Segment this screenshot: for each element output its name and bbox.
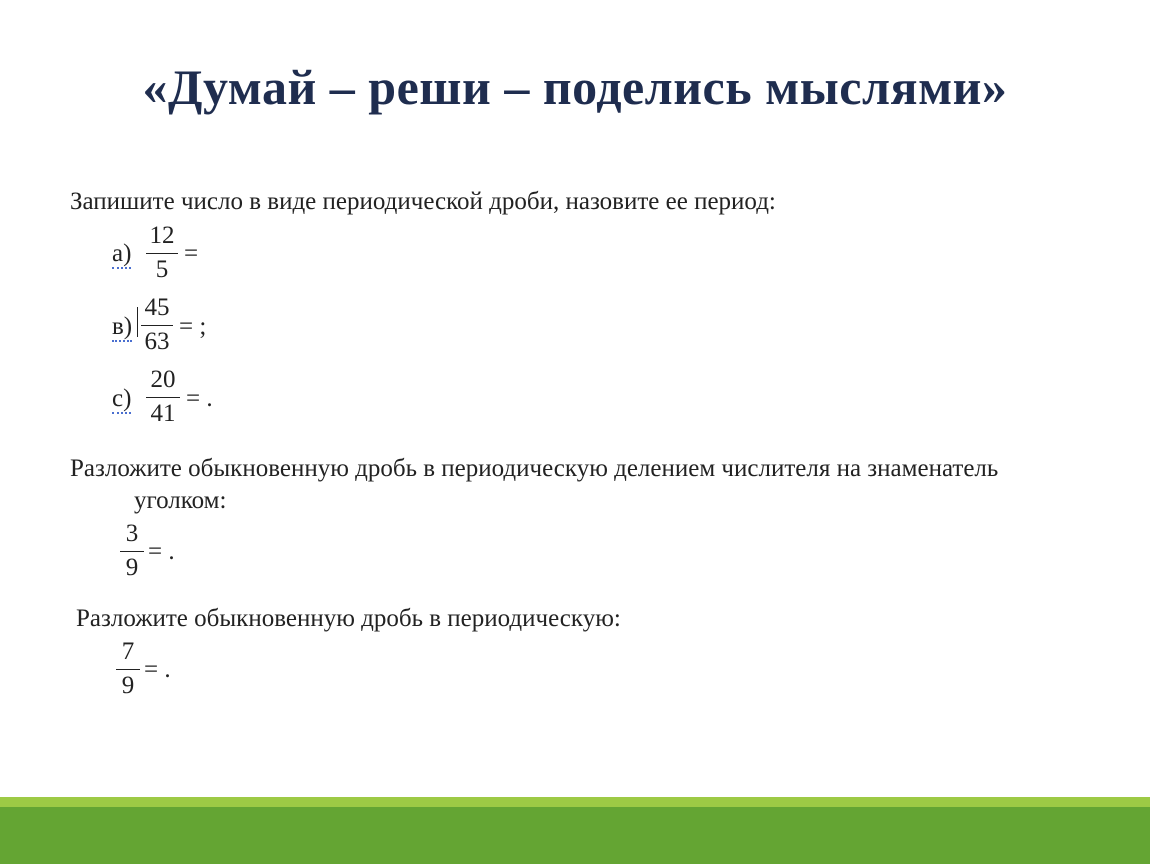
fraction-task3-denominator: 9 bbox=[121, 672, 135, 699]
item-c-tail: = . bbox=[186, 385, 213, 412]
fraction-b-denominator: 63 bbox=[144, 328, 170, 355]
slide-title: «Думай – реши – поделись мыслями» bbox=[142, 59, 1008, 115]
fraction-c-bar bbox=[146, 397, 180, 398]
task2-tail: = . bbox=[148, 538, 175, 565]
task3-tail: = . bbox=[144, 656, 171, 683]
task2-instruction-line2: уголком: bbox=[134, 487, 227, 514]
fraction-task3 bbox=[116, 638, 140, 700]
text-cursor bbox=[137, 307, 138, 337]
item-a-label: а) bbox=[112, 240, 132, 267]
footer-stripe-dark bbox=[0, 807, 1150, 864]
item-b-tail: = ; bbox=[179, 313, 207, 340]
fraction-c bbox=[146, 366, 180, 428]
fraction-task3-numerator: 7 bbox=[121, 638, 135, 665]
fraction-task2 bbox=[120, 520, 144, 582]
task3-instruction: Разложите обыкновенную дробь в периодическую: bbox=[76, 605, 621, 632]
item-c-label: с) bbox=[112, 385, 132, 412]
footer-stripe-light bbox=[0, 797, 1150, 807]
fraction-c-denominator: 41 bbox=[150, 400, 176, 427]
fraction-c-numerator: 20 bbox=[150, 366, 176, 393]
task1-instruction: Запишите число в виде периодической дроби, назовите ее период: bbox=[70, 188, 776, 215]
fraction-a-numerator: 12 bbox=[149, 222, 175, 249]
fraction-task3-bar bbox=[116, 669, 140, 670]
fraction-b bbox=[141, 294, 173, 356]
fraction-a bbox=[146, 222, 178, 284]
fraction-a-bar bbox=[146, 253, 178, 254]
fraction-b-bar bbox=[141, 325, 173, 326]
item-b-label: в) bbox=[112, 313, 133, 340]
fraction-task2-bar bbox=[120, 551, 144, 552]
item-a-tail: = bbox=[184, 240, 199, 267]
fraction-b-numerator: 45 bbox=[144, 294, 170, 321]
fraction-a-denominator: 5 bbox=[155, 256, 169, 283]
fraction-task2-numerator: 3 bbox=[125, 520, 139, 547]
fraction-task2-denominator: 9 bbox=[125, 554, 139, 581]
task2-instruction-line1: Разложите обыкновенную дробь в периодическую делением числителя на знаменатель bbox=[70, 455, 999, 482]
